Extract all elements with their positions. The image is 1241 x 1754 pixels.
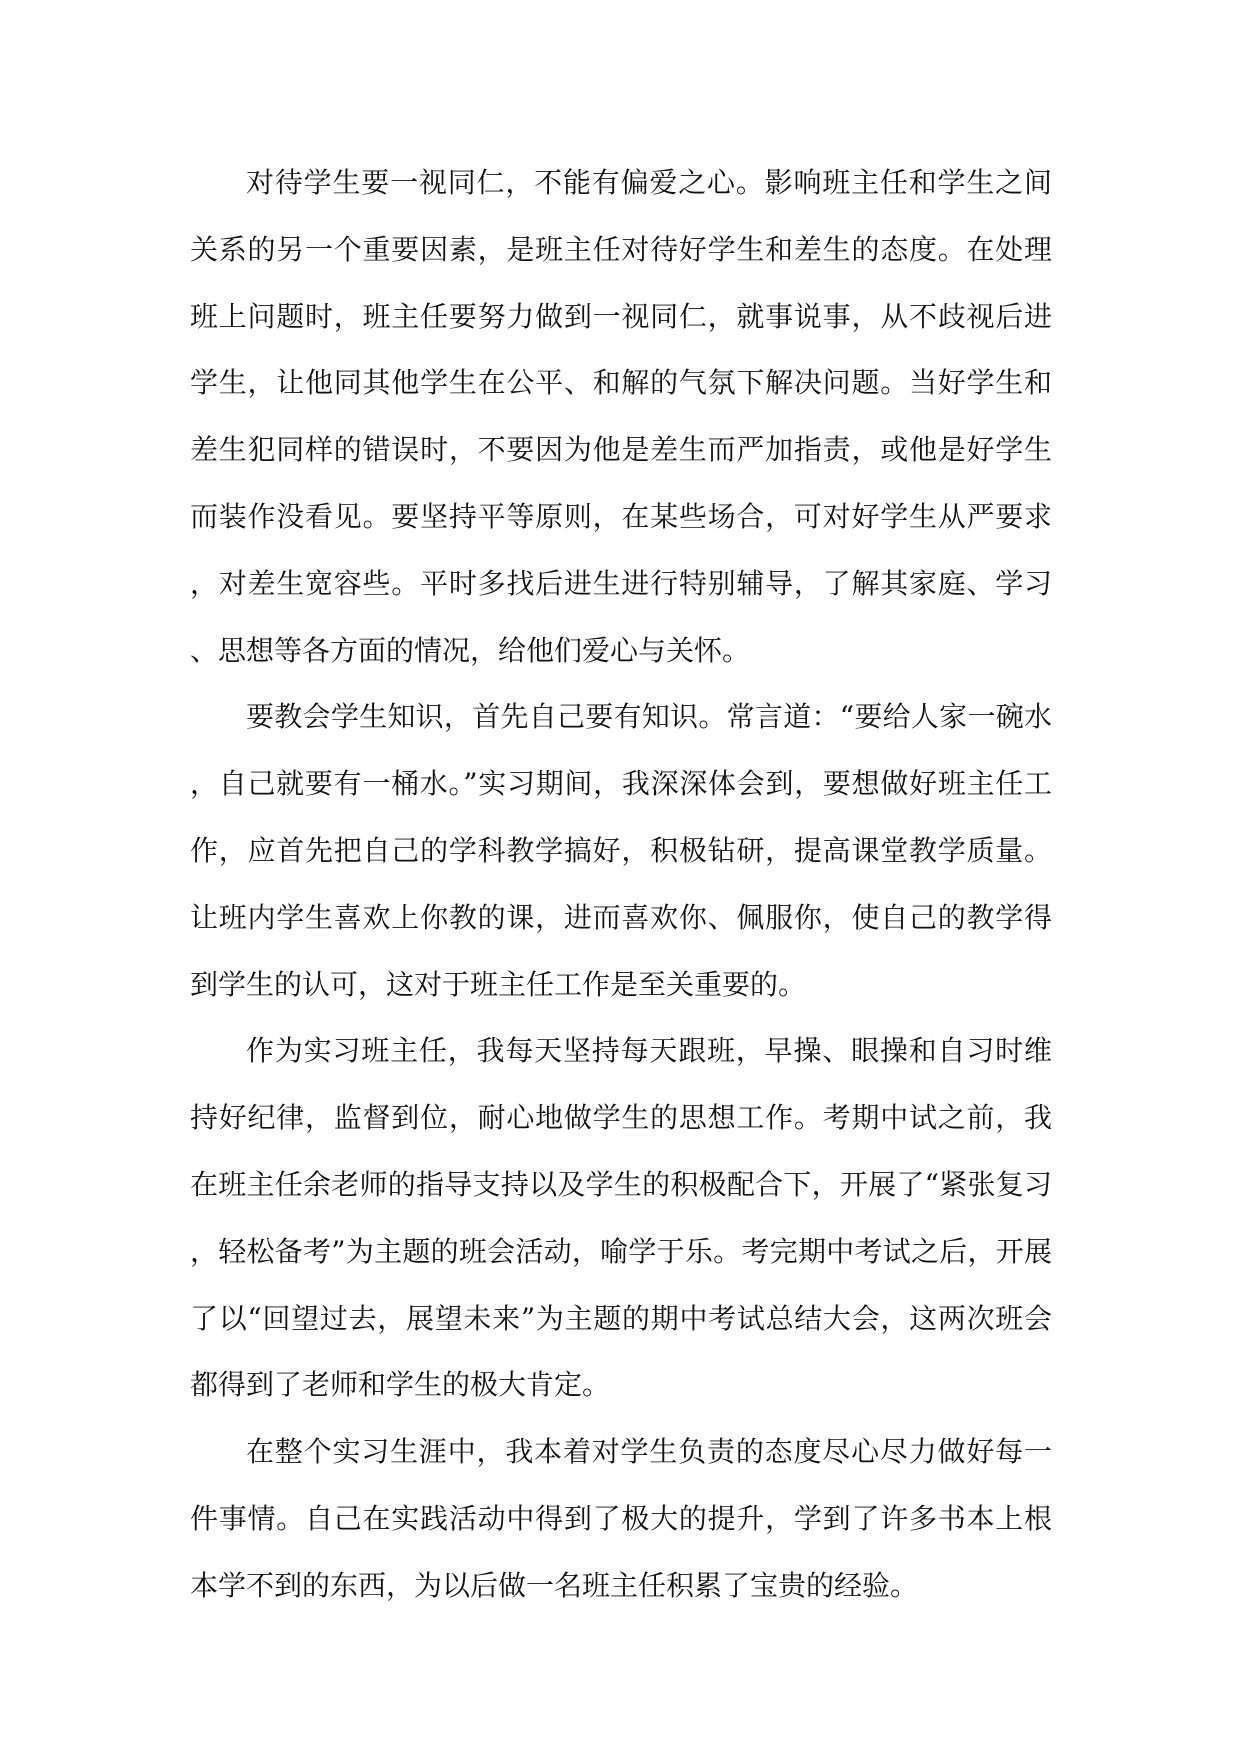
paragraph-3: 作为实习班主任，我每天坚持每天跟班，早操、眼操和自习时维持好纪律，监督到位，耐心地做学生的思想工作。考期中试之前，我在班主任余老师的指导支持以及学生的积极配合下，开展了“紧张复习，轻松备考”为主题的班会活动，喻学于乐。考完期中考试之后，开展了以“回望过去，展望未来”为主题的期中考试总结大会，这两次班会都得到了老师和学生的极大肯定。 bbox=[190, 1034, 1052, 1402]
document-body bbox=[190, 150, 1052, 1620]
paragraph-1: 对待学生要一视同仁，不能有偏爱之心。影响班主任和学生之间关系的另一个重要因素，是班主任对待好学生和差生的态度。在处理班上问题时，班主任要努力做到一视同仁，就事说事，从不歧视后进学生，让他同其他学生在公平、和解的气氛下解决问题。当好学生和差生犯同样的错误时，不要因为他是差生而严加指责，或他是好学生而装作没看见。要坚持平等原则，在某些场合，可对好学生从严要求，对差生宽容些。平时多找后进生进行特别辅导，了解其家庭、学习、思想等各方面的情况，给他们爱心与关怀。 bbox=[190, 166, 1052, 667]
paragraph-2: 要教会学生知识，首先自己要有知识。常言道：“要给人家一碗水，自己就要有一桶水。”实习期间，我深深体会到，要想做好班主任工作，应首先把自己的学科教学搞好，积极钻研，提高课堂教学质量。让班内学生喜欢上你教的课，进而喜欢你、佩服你，使自己的教学得到学生的认可，这对于班主任工作是至关重要的。 bbox=[190, 700, 1052, 1001]
paragraph-4: 在整个实习生涯中，我本着对学生负责的态度尽心尽力做好每一件事情。自己在实践活动中得到了极大的提升，学到了许多书本上根本学不到的东西，为以后做一名班主任积累了宝贵的经验。 bbox=[190, 1435, 1052, 1602]
